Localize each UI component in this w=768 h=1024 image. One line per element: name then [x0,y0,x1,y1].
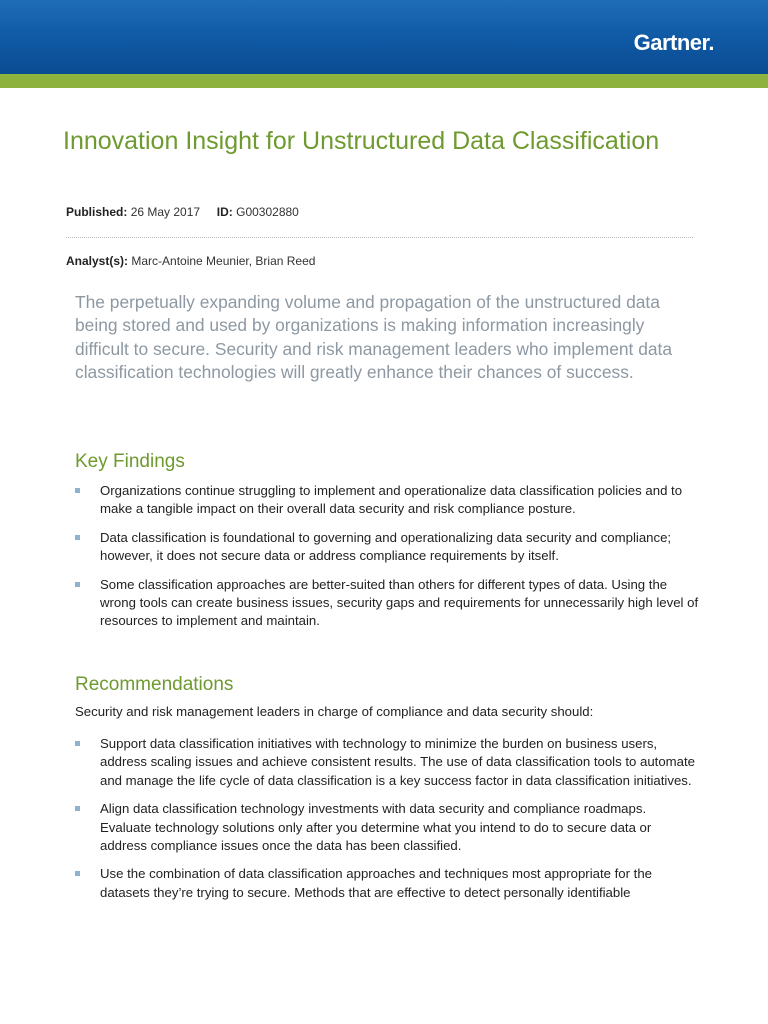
lead-summary: The perpetually expanding volume and propagation of the unstructured data being stored and used by organizations is making information increasingly difficult to secure. Security and risk management leaders who implement data classification technologies will greatly enhance their chances of success. [75,292,673,383]
id-label: ID: [216,205,233,219]
recommendations-heading: Recommendations [75,674,234,695]
recommendations-list [75,735,700,912]
analysts-label: Analyst(s): [66,254,129,268]
key-findings-list [75,482,700,641]
list-item [75,800,700,855]
gartner-logo [634,30,714,56]
list-item [75,482,700,519]
bullet-square-icon [75,871,80,876]
analysts-line [66,254,315,268]
document-id: G00302880 [236,205,299,219]
list-item-text: Organizations continue struggling to implement and operationalize data classification policies and to make a tangible impact on their overall data security and risk compliance posture. [100,483,683,517]
header-accent-strip [0,74,768,88]
bullet-square-icon [75,741,80,746]
list-item [75,735,700,790]
bullet-square-icon [75,535,80,540]
list-item-text: Align data classification technology investments with data security and compliance roadmaps. Evaluate technology solutions only after you determine what you intend to do to secure data or address compliance issues once the data has been classified. [100,801,652,854]
list-item [75,865,700,902]
list-item-text: Some classification approaches are better-suited than others for different types of data. Using the wrong tools can create business issues, security gaps and requirements for unnecessarily high level of resources to implement and maintain. [100,576,699,629]
bullet-square-icon [75,582,80,587]
document-title: Innovation Insight for Unstructured Data Classification [63,127,660,155]
recommendations-intro: Security and risk management leaders in charge of compliance and data security should: [75,704,594,719]
logo-dot: . [708,30,714,55]
list-item [75,576,700,631]
published-date: 26 May 2017 [130,205,201,219]
list-item-text: Data classification is foundational to governing and operationalizing data security and compliance; however, it does not secure data or address compliance requirements by itself. [100,529,672,564]
list-item [75,529,700,566]
list-item-text: Use the combination of data classification approaches and techniques most appropriate for the datasets they’re trying to secure. Methods that are effective to detect personally identifiable [100,866,653,900]
publication-meta [66,205,299,219]
bullet-square-icon [75,806,80,811]
key-findings-heading: Key Findings [75,451,185,472]
published-label: Published: [66,205,128,219]
meta-divider [66,237,693,238]
list-item-text: Support data classification initiatives with technology to minimize the burden on business users, address scaling issues and achieve consistent results. The use of data classification tools to automate and manage the life cycle of data classification is a key success factor in data classification initiatives. [100,736,695,788]
analysts-names: Marc-Antoine Meunier, Brian Reed [131,254,316,268]
bullet-square-icon [75,488,80,493]
logo-text: Gartner [633,30,709,55]
